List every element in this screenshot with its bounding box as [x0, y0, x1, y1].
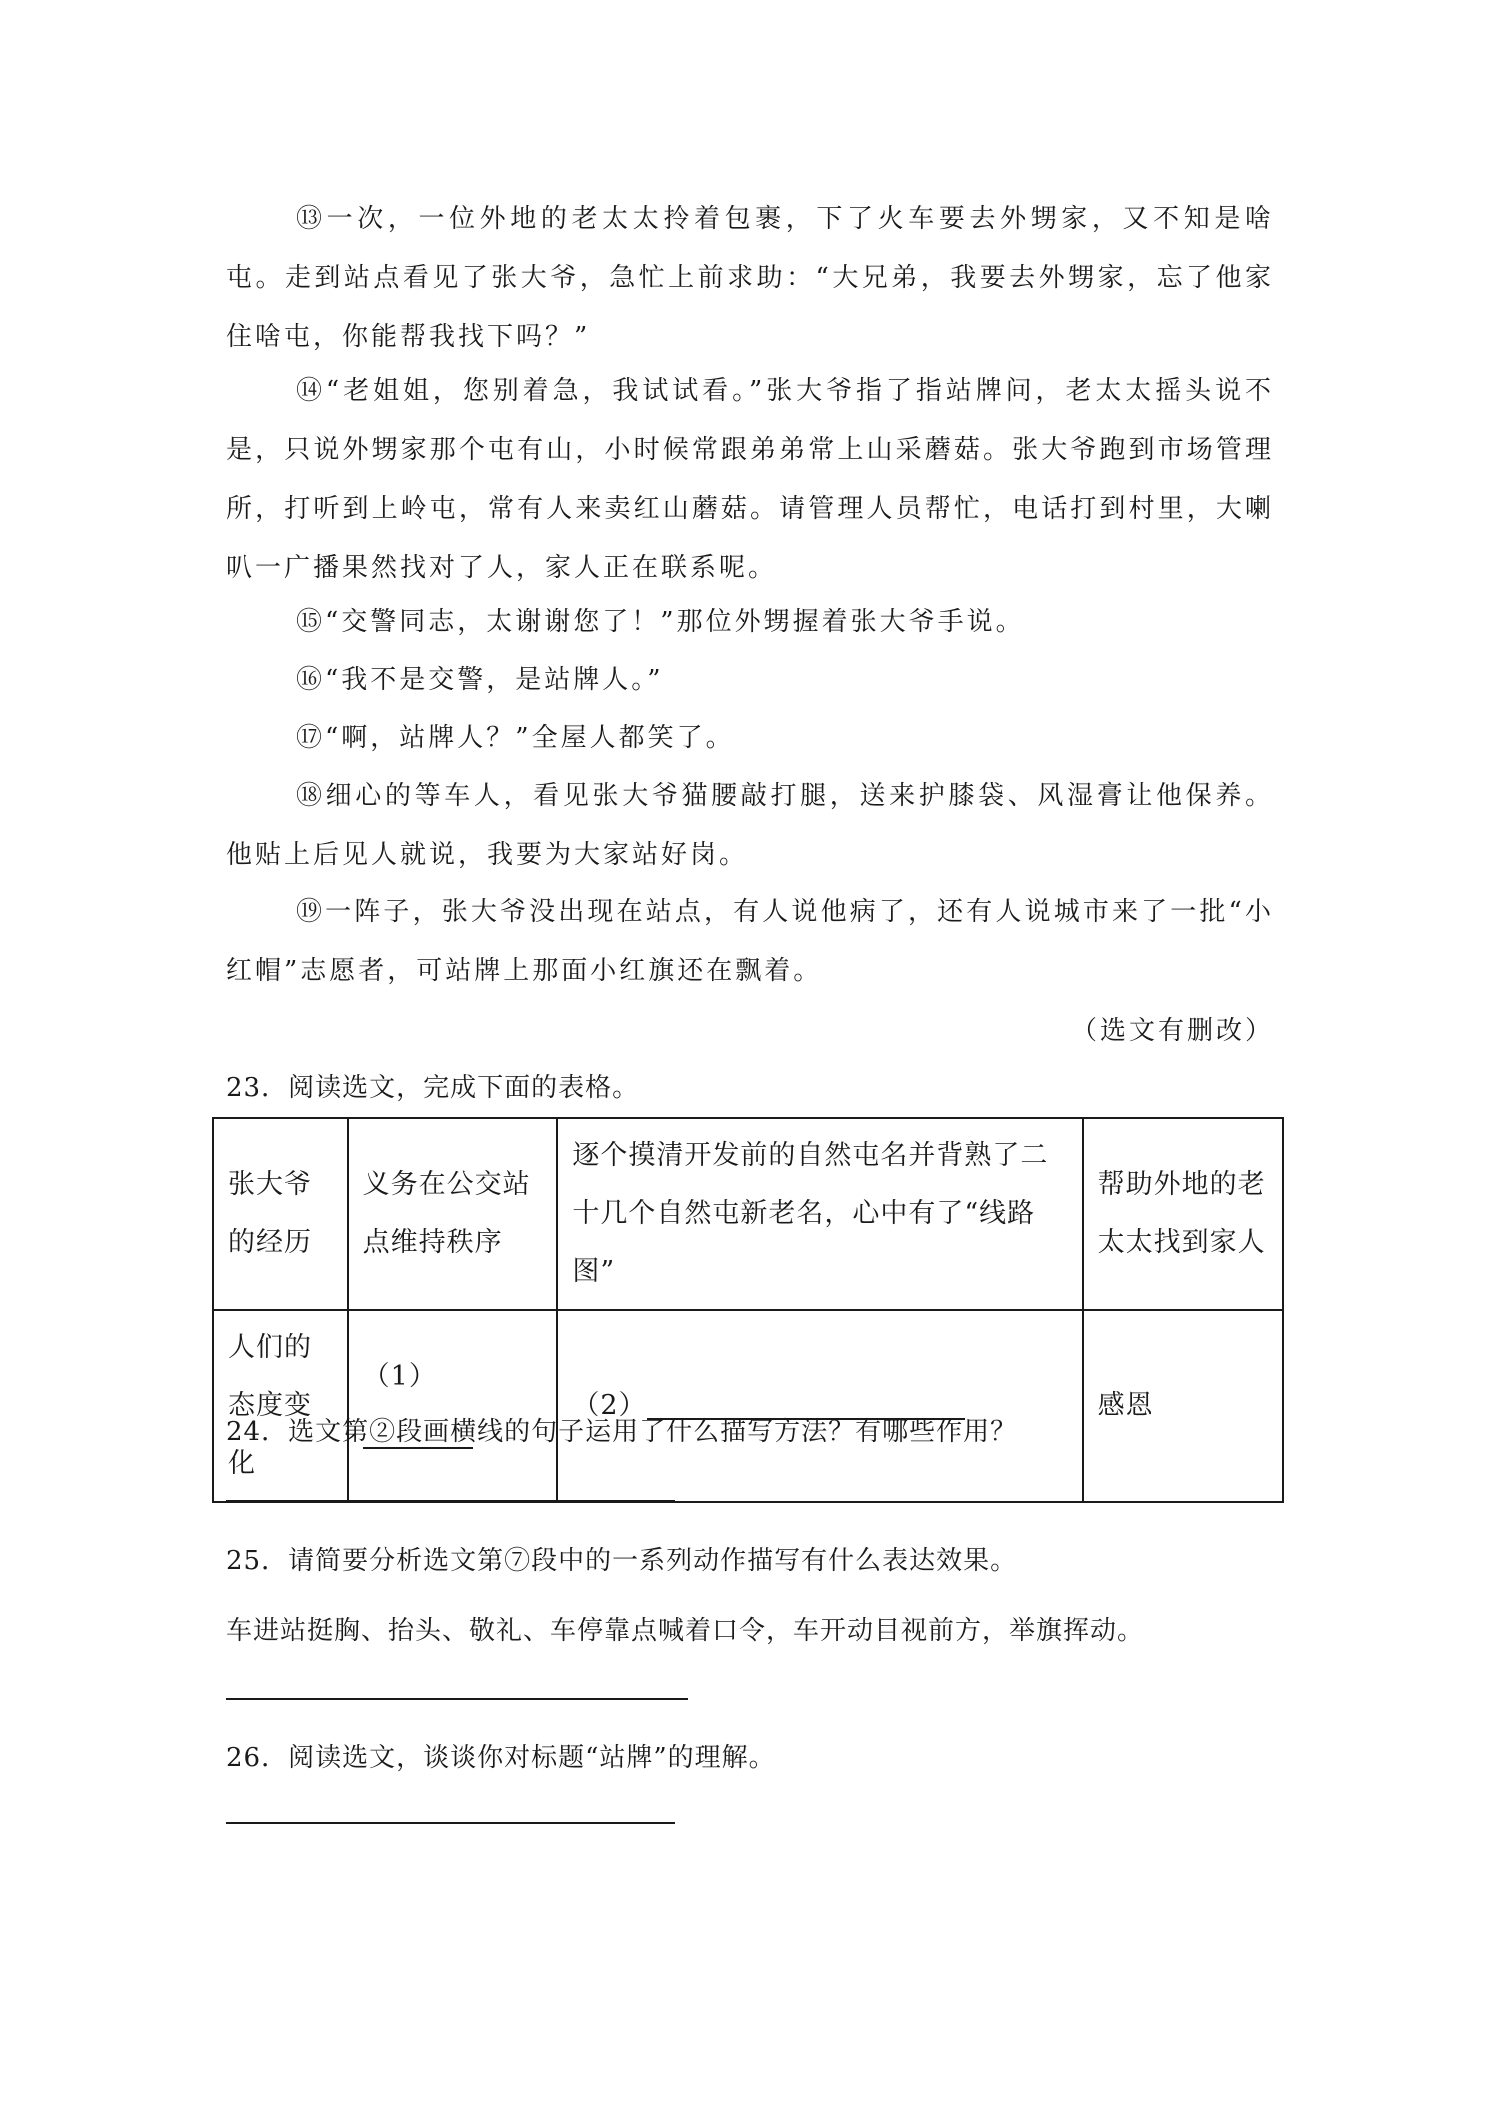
blank-label-2: （2）	[572, 1390, 647, 1421]
answer-line-26[interactable]	[226, 1822, 675, 1824]
table-row	[213, 1118, 1283, 1310]
source-note: （选文有删改）	[1070, 1016, 1274, 1046]
paragraph-14: ⑭“老姐姐，您别着急，我试试看。”张大爷指了指站牌问，老太太摇头说不是，只说外甥家那个屯有山，小时候常跟弟弟常上山采蘑菇。张大爷跑到市场管理所，打听到上岭屯，常有人来卖红山蘑菇。请管理人员帮忙，电话打到村里，大喇叭一广播果然找对了人，家人正在联系呢。	[226, 376, 1274, 583]
table-row	[213, 1310, 1283, 1502]
paragraph-18: ⑱细心的等车人，看见张大爷猫腰敲打腿，送来护膝袋、风湿膏让他保养。他贴上后见人就说，我要为大家站好岗。	[226, 781, 1274, 870]
question-25-quote: 车进站挺胸、抬头、敬礼、车停靠点喊着口令，车开动目视前方，举旗挥动。	[226, 1616, 1145, 1646]
paragraph-13: ⑬一次，一位外地的老太太拎着包裹，下了火车要去外甥家，又不知是啥屯。走到站点看见了张大爷，急忙上前求助：“大兄弟，我要去外甥家，忘了他家住啥屯，你能帮我找下吗？”	[226, 204, 1274, 352]
table-cell: 人们的态度变化	[213, 1310, 348, 1502]
paragraph-17: ⑰“啊，站牌人？”全屋人都笑了。	[296, 723, 735, 753]
answer-cell-2[interactable]	[557, 1310, 1082, 1502]
table-cell: 感恩	[1083, 1310, 1283, 1502]
table-cell: 逐个摸清开发前的自然屯名并背熟了二十几个自然屯新老名，心中有了“线路图”	[557, 1118, 1082, 1310]
answer-cell-1[interactable]	[348, 1310, 558, 1502]
table-cell: 张大爷的经历	[213, 1118, 348, 1310]
blank-label-1: （1）	[362, 1361, 437, 1392]
question-24: 24．选文第②段画横线的句子运用了什么描写方法？有哪些作用？	[226, 1417, 1018, 1447]
question-25: 25．请简要分析选文第⑦段中的一系列动作描写有什么表达效果。	[226, 1546, 1018, 1576]
table-cell: 帮助外地的老太太找到家人	[1083, 1118, 1283, 1310]
question-26: 26．阅读选文，谈谈你对标题“站牌”的理解。	[226, 1743, 776, 1773]
answer-line-25[interactable]	[226, 1698, 688, 1700]
question-23: 23．阅读选文，完成下面的表格。	[226, 1073, 640, 1103]
paragraph-15: ⑮“交警同志，太谢谢您了！”那位外甥握着张大爷手说。	[296, 607, 1025, 637]
paragraph-19: ⑲一阵子，张大爷没出现在站点，有人说他病了，还有人说城市来了一批“小红帽”志愿者，可站牌上那面小红旗还在飘着。	[226, 897, 1274, 986]
answer-line-24[interactable]	[226, 1500, 675, 1502]
table-cell: 义务在公交站点维持秩序	[348, 1118, 558, 1310]
paragraph-16: ⑯“我不是交警，是站牌人。”	[296, 665, 664, 695]
